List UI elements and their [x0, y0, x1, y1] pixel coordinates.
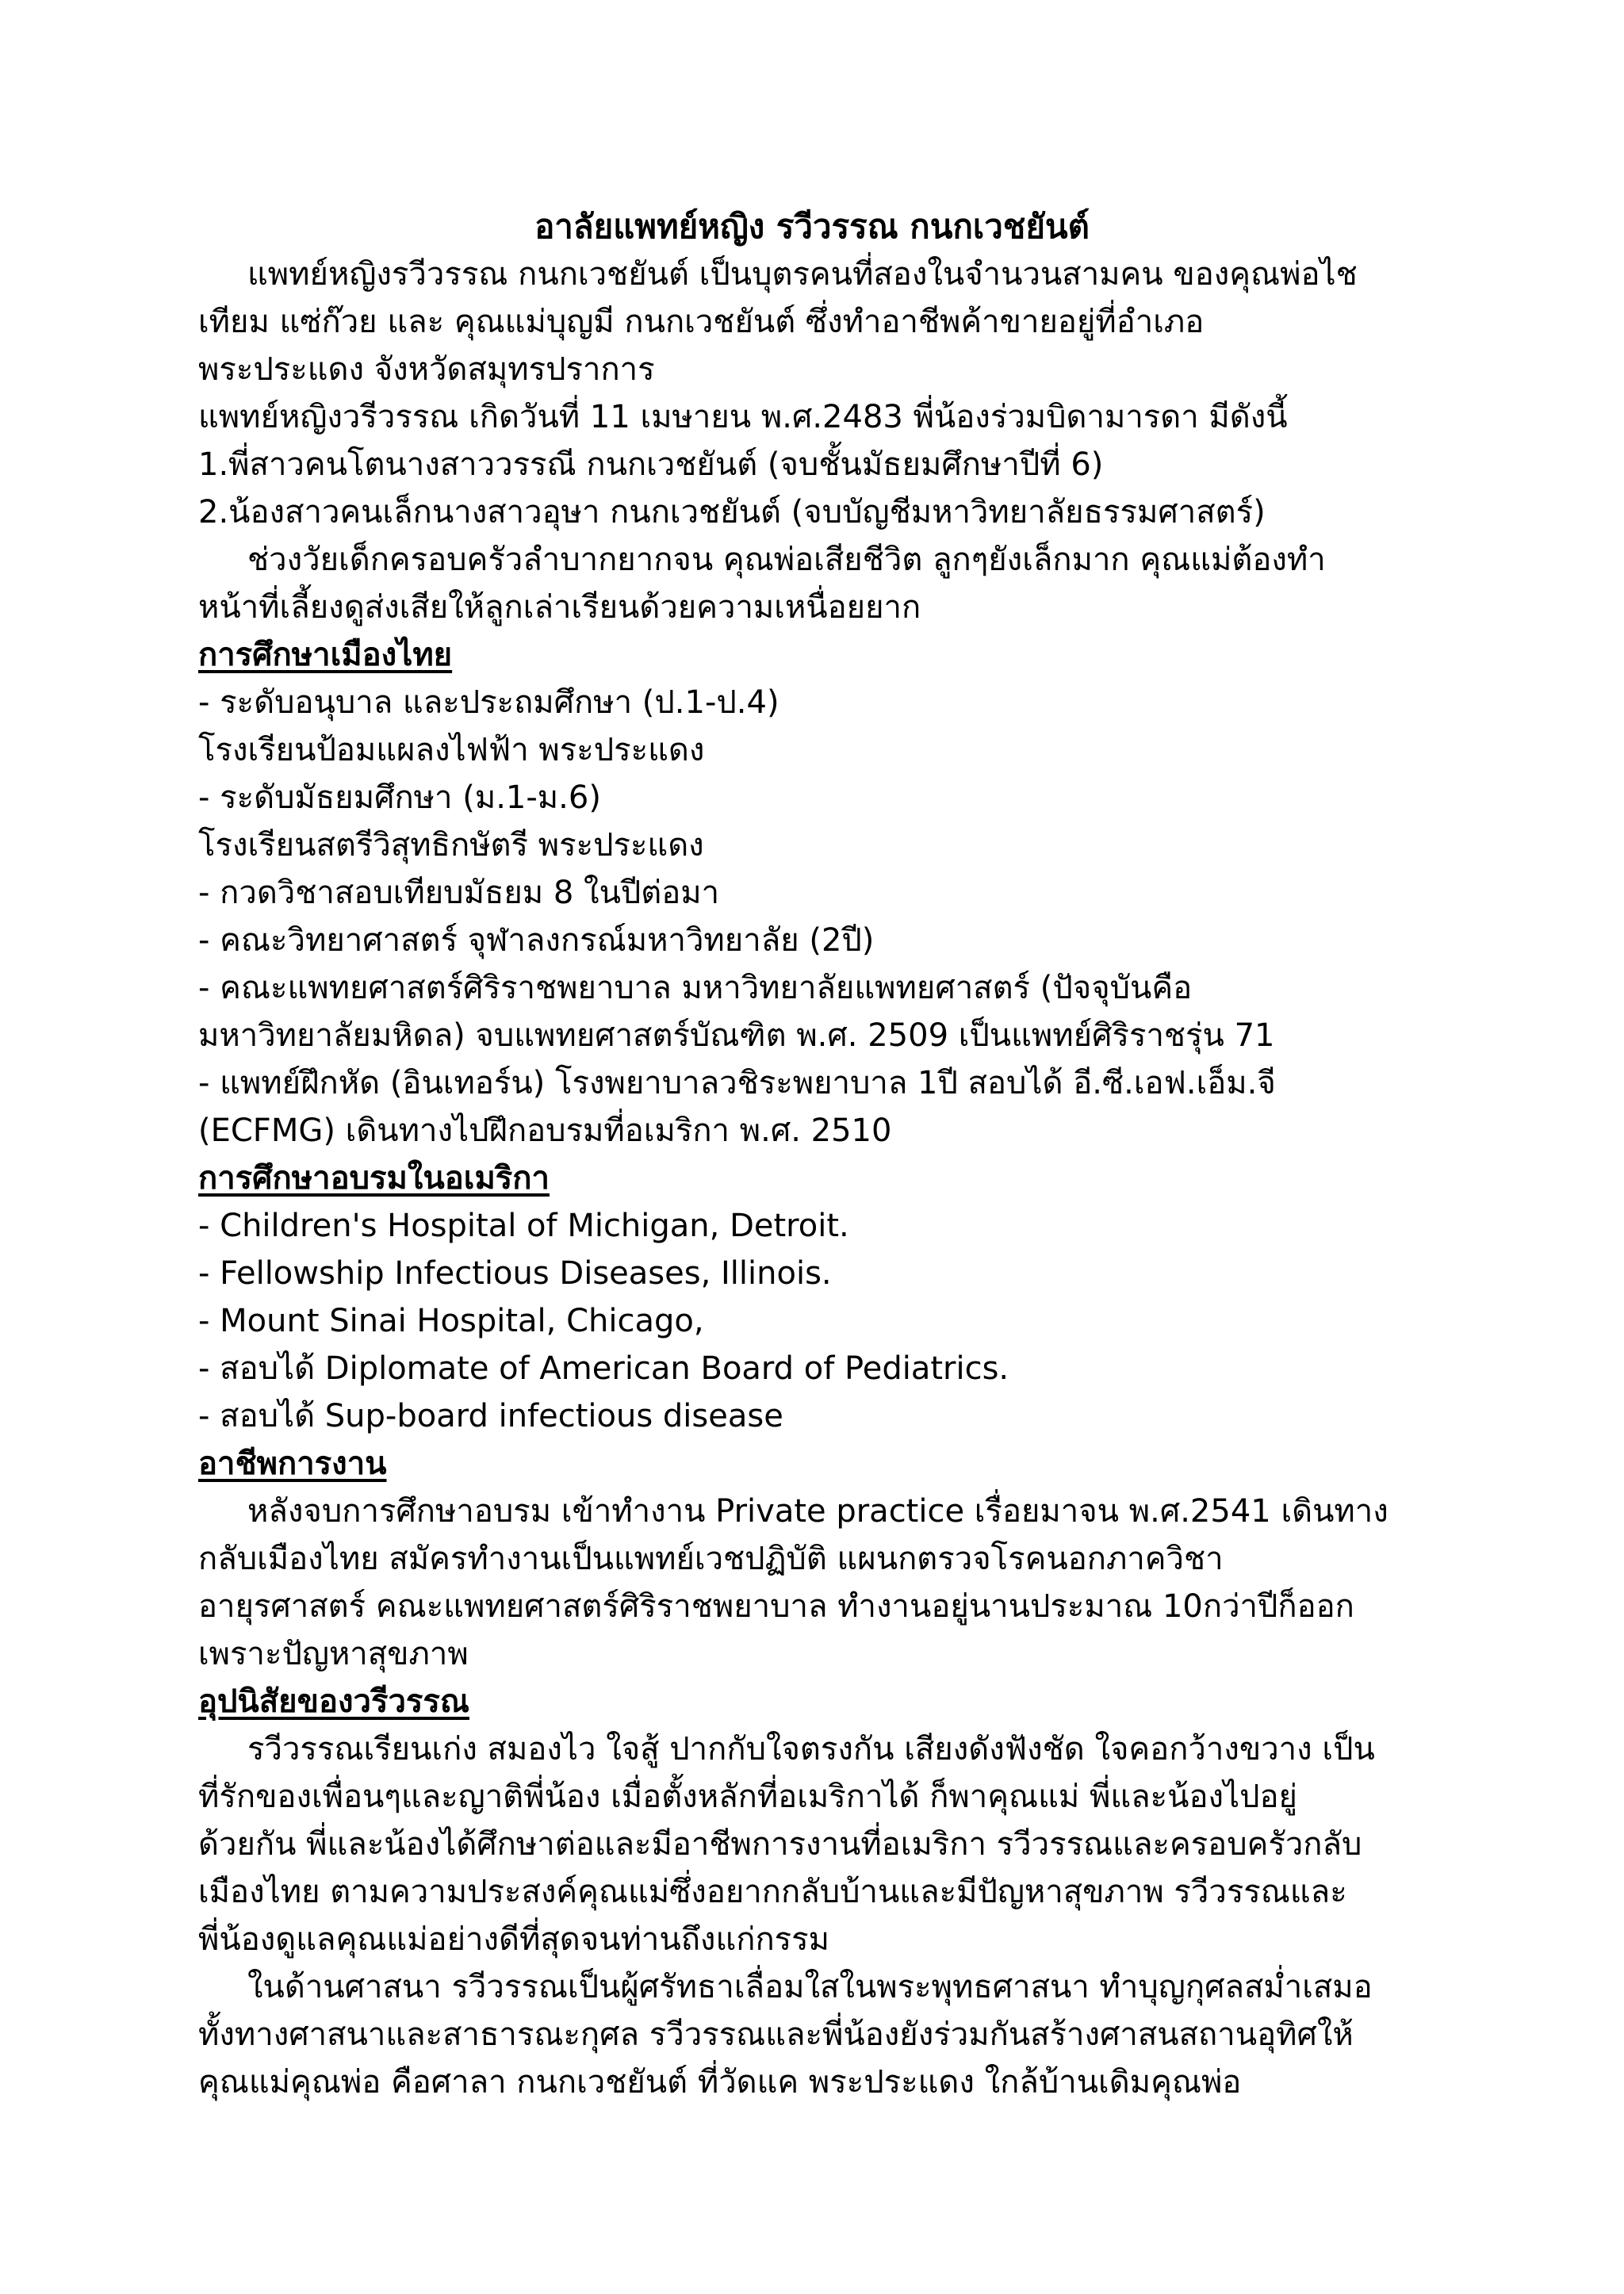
- section-heading-us-training: การศึกษาอบรมในอเมริกา: [198, 1160, 550, 1197]
- list-item: - ระดับอนุบาล และประถมศึกษา (ป.1-ป.4): [198, 684, 779, 721]
- list-item: 2.น้องสาวคนเล็กนางสาวอุษา กนกเวชยันต์ (จบบัญชีมหาวิทยาลัยธรรมศาสตร์): [198, 494, 1266, 530]
- list-item: โรงเรียนสตรีวิสุทธิกษัตรี พระประแดง: [198, 827, 704, 864]
- paragraph-line: เทียม แซ่ก๊วย และ คุณแม่บุญมี กนกเวชยันต์ ซึ่งทำอาชีพค้าขายอยู่ที่อำเภอ: [198, 304, 1205, 340]
- list-item: - คณะวิทยาศาสตร์ จุฬาลงกรณ์มหาวิทยาลัย (2ปี): [198, 922, 875, 959]
- list-item: 1.พี่สาวคนโตนางสาววรรณี กนกเวชยันต์ (จบชั้นมัธยมศึกษาปีที่ 6): [198, 446, 1104, 483]
- paragraph-line: ทั้งทางศาสนาและสาธารณะกุศล รวีวรรณและพี่น้องยังร่วมกันสร้างศาสนสถานอุทิศให้: [198, 2016, 1354, 2053]
- list-item: - Children's Hospital of Michigan, Detroit.: [198, 1208, 849, 1244]
- section-heading-career: อาชีพการงาน: [198, 1446, 387, 1482]
- list-item: - คณะแพทยศาสตร์ศิริราชพยาบาล มหาวิทยาลัยแพทยศาสตร์ (ปัจจุบันคือ: [198, 970, 1193, 1006]
- list-item: - ระดับมัธยมศึกษา (ม.1-ม.6): [198, 779, 601, 816]
- paragraph-line: พระประแดง จังหวัดสมุทรปราการ: [198, 351, 655, 388]
- list-item: มหาวิทยาลัยมหิดล) จบแพทยศาสตร์บัณฑิต พ.ศ. 2509 เป็นแพทย์ศิริราชรุ่น 71: [198, 1017, 1275, 1054]
- paragraph-line: แพทย์หญิงรวีวรรณ กนกเวชยันต์ เป็นบุตรคนที่สองในจำนวนสามคน ของคุณพ่อไช: [247, 256, 1358, 293]
- list-item: โรงเรียนป้อมแผลงไฟฟ้า พระประแดง: [198, 732, 705, 768]
- paragraph-line: รวีวรรณเรียนเก่ง สมองไว ใจสู้ ปากกับใจตรงกัน เสียงดังฟังชัด ใจคอกว้างขวาง เป็น: [247, 1731, 1375, 1767]
- list-item: - Fellowship Infectious Diseases, Illinois.: [198, 1255, 832, 1292]
- list-item: - แพทย์ฝึกหัด (อินเทอร์น) โรงพยาบาลวชิระพยาบาล 1ปี สอบได้ อี.ซี.เอฟ.เอ็ม.จี: [198, 1065, 1276, 1101]
- paragraph-line: หลังจบการศึกษาอบรม เข้าทำงาน Private practice เรื่อยมาจน พ.ศ.2541 เดินทาง: [247, 1493, 1388, 1530]
- section-heading-thai-education: การศึกษาเมืองไทย: [198, 637, 453, 673]
- paragraph-line: ช่วงวัยเด็กครอบครัวลำบากยากจน คุณพ่อเสียชีวิต ลูกๆยังเล็กมาก คุณแม่ต้องทำ: [247, 542, 1326, 578]
- paragraph-line: หน้าที่เลี้ยงดูส่งเสียให้ลูกเล่าเรียนด้วยความเหนื่อยยาก: [198, 589, 921, 626]
- document-title: อาลัยแพทย์หญิง รวีวรรณ กนกเวชยันต์: [534, 207, 1090, 246]
- list-item: - สอบได้ Diplomate of American Board of Pediatrics.: [198, 1350, 1009, 1387]
- paragraph-line: เพราะปัญหาสุขภาพ: [198, 1636, 469, 1672]
- paragraph-line: พี่น้องดูแลคุณแม่อย่างดีที่สุดจนท่านถึงแก่กรรม: [198, 1921, 829, 1958]
- list-item: - สอบได้ Sup-board infectious disease: [198, 1398, 783, 1434]
- paragraph-line: แพทย์หญิงวรีวรรณ เกิดวันที่ 11 เมษายน พ.ศ.2483 พี่น้องร่วมบิดามารดา มีดังนี้: [198, 399, 1288, 435]
- paragraph-line: ที่รักของเพื่อนๆและญาติพี่น้อง เมื่อตั้งหลักที่อเมริกาได้ ก็พาคุณแม่ พี่และน้องไปอยู่: [198, 1779, 1297, 1815]
- paragraph-line: อายุรศาสตร์ คณะแพทยศาสตร์ศิริราชพยาบาล ทำงานอยู่นานประมาณ 10กว่าปีก็ออก: [198, 1588, 1354, 1625]
- list-item: - Mount Sinai Hospital, Chicago,: [198, 1303, 704, 1339]
- list-item: (ECFMG) เดินทางไปฝึกอบรมที่อเมริกา พ.ศ. 2510: [198, 1113, 892, 1149]
- paragraph-line: ด้วยกัน พี่และน้องได้ศึกษาต่อและมีอาชีพการงานที่อเมริกา รวีวรรณและครอบครัวกลับ: [198, 1826, 1362, 1863]
- section-heading-character: อุปนิสัยของวรีวรรณ: [198, 1683, 469, 1720]
- paragraph-line: กลับเมืองไทย สมัครทำงานเป็นแพทย์เวชปฏิบัติ แผนกตรวจโรคนอกภาควิชา: [198, 1541, 1224, 1577]
- paragraph-line: ในด้านศาสนา รวีวรรณเป็นผู้ศรัทธาเลื่อมใสในพระพุทธศาสนา ทำบุญกุศลสม่ำเสมอ: [247, 1969, 1373, 2005]
- paragraph-line: เมืองไทย ตามความประสงค์คุณแม่ซึ่งอยากกลับบ้านและมีปัญหาสุขภาพ รวีวรรณและ: [198, 1874, 1347, 1910]
- list-item: - กวดวิชาสอบเทียบมัธยม 8 ในปีต่อมา: [198, 875, 720, 911]
- paragraph-line: คุณแม่คุณพ่อ คือศาลา กนกเวชยันต์ ที่วัดแค พระประแดง ใกล้บ้านเดิมคุณพ่อ: [198, 2064, 1242, 2101]
